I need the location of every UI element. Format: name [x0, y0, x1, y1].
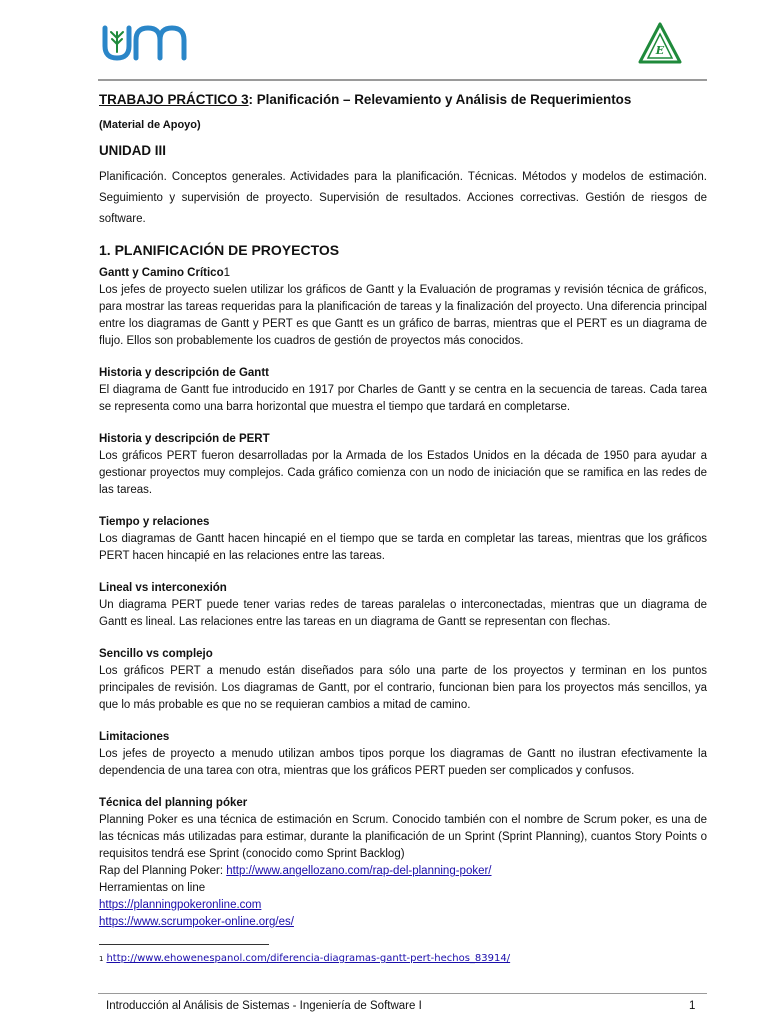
rap-line	[99, 863, 707, 880]
tools-label: Herramientas on line	[99, 882, 206, 894]
tool-link-line-2	[99, 914, 707, 931]
unit-heading: UNIDAD III	[99, 143, 166, 158]
tool-link-scrumpoker-online[interactable]: https://www.scrumpoker-online.org/es/	[99, 916, 294, 928]
document-body	[99, 90, 707, 931]
material-subtitle: (Material de Apoyo)	[99, 119, 201, 131]
page-number: 1	[689, 1000, 696, 1012]
tool-link-line-1	[99, 897, 707, 914]
subsection-heading: Lineal vs interconexión	[99, 582, 227, 594]
footnote-divider	[99, 944, 269, 945]
footer-text: Introducción al Análisis de Sistemas - Ingeniería de Software I	[106, 1000, 422, 1012]
subsection-text: Un diagrama PERT puede tener varias redes de tareas paralelas o interconectadas, mientras que un diagrama de Gantt es lineal. Las relaciones entre las tareas en un diagrama de Gantt se representan con flechas.	[99, 599, 707, 628]
gantt-critical-path-section	[99, 265, 707, 350]
title-rest: : Planificación – Relevamiento y Análisis de Requerimientos	[248, 92, 632, 107]
svg-text:E: E	[655, 44, 665, 57]
subsection-gantt-history	[99, 365, 707, 416]
subsection-limitations	[99, 729, 707, 780]
footer-divider	[98, 993, 707, 994]
unm-logo-icon	[100, 20, 194, 64]
footnote-reference[interactable]: 1	[223, 267, 231, 279]
subsection-pert-history	[99, 431, 707, 499]
rap-link[interactable]: http://www.angellozano.com/rap-del-planning-poker/	[226, 865, 492, 877]
planning-poker-text: Planning Poker es una técnica de estimación en Scrum. Conocido también con el nombre de Scrum poker, es una de las técnicas más utilizadas para estimar, durante la planificación de un Sprint (Sprint Planning), cuantos Story Points o requisitos tendrá ese Sprint (conocido como Sprint Backlog)	[99, 814, 707, 860]
subsection-text: El diagrama de Gantt fue introducido en 1917 por Charles de Gantt y se centra en la secuencia de tareas. Cada tarea se representa como una barra horizontal que muestra el tiempo que tardará en completarse.	[99, 384, 707, 413]
subsection-heading: Limitaciones	[99, 731, 170, 743]
subsection-text: Los diagramas de Gantt hacen hincapié en el tiempo que se tarda en completar las tareas, mientras que los gráficos PERT hacen hincapié en las relaciones entre las tareas.	[99, 533, 707, 562]
title-prefix: TRABAJO PRÁCTICO 3	[99, 92, 249, 107]
subsection-heading: Historia y descripción de Gantt	[99, 367, 269, 379]
footnote-number: 1	[99, 955, 104, 963]
subsection-text: Los gráficos PERT a menudo están diseñados para sólo una parte de los proyectos y terminan en los puntos principales de revisión. Los diagramas de Gantt, por el contrario, funcionan bien para los proyectos más sencillos, ya que lo más probable es que no se requieran cambios a mitad de camino.	[99, 665, 707, 711]
fce-logo-icon	[638, 22, 682, 64]
subsection-text: Los gráficos PERT fueron desarrolladas por la Armada de los Estados Unidos en la década de 1950 para ayudar a gestionar proyectos muy complejos. Cada gráfico comienza con un nodo de iniciación que se ramifica en las redes de las tareas.	[99, 450, 707, 496]
tool-link-planningpokeronline[interactable]: https://planningpokeronline.com	[99, 899, 262, 911]
gantt-critical-path-heading: Gantt y Camino Crítico1	[99, 267, 231, 279]
subsection-heading: Sencillo vs complejo	[99, 648, 213, 660]
document-title	[99, 90, 707, 109]
subsection-simple-vs-complex	[99, 646, 707, 714]
section-heading: 1. PLANIFICACIÓN DE PROYECTOS	[99, 242, 340, 258]
unit-description: Planificación. Conceptos generales. Actividades para la planificación. Técnicas. Métodos y modelos de estimación. Seguimiento y supervisión de proyecto. Supervisión de resultados. Acciones correctivas. Gestión de riesgos de software.	[99, 171, 707, 225]
gantt-critical-path-text: Los jefes de proyecto suelen utilizar los gráficos de Gantt y la Evaluación de programas y revisión técnica de gráficos, para mostrar las tareas requeridas para la planificación de tareas y la finalización del proyecto. Una diferencia principal entre los diagramas de Gantt y PERT es que Gantt es un gráfico de barras, mientras que el PERT es un diagrama de flujo. Ellos son probablemente los cuadros de gestión de proyectos más conocidos.	[99, 284, 707, 347]
subsection-text: Los jefes de proyecto a menudo utilizan ambos tipos porque los diagramas de Gantt no ilustran efectivamente la dependencia de una tarea con otra, mientras que los gráficos PERT pueden ser complicados y confusos.	[99, 748, 707, 777]
footnote	[99, 952, 510, 966]
subsection-heading: Tiempo y relaciones	[99, 516, 210, 528]
subsection-time-relations	[99, 514, 707, 565]
planning-poker-heading: Técnica del planning póker	[99, 797, 248, 809]
footnote-link[interactable]: http://www.ehowenespanol.com/diferencia-diagramas-gantt-pert-hechos_83914/	[106, 953, 511, 964]
subsection-heading: Historia y descripción de PERT	[99, 433, 270, 445]
header-divider	[98, 79, 707, 81]
planning-poker-section	[99, 795, 707, 931]
subsection-linear-vs-interconnection	[99, 580, 707, 631]
rap-label: Rap del Planning Poker:	[99, 865, 227, 877]
